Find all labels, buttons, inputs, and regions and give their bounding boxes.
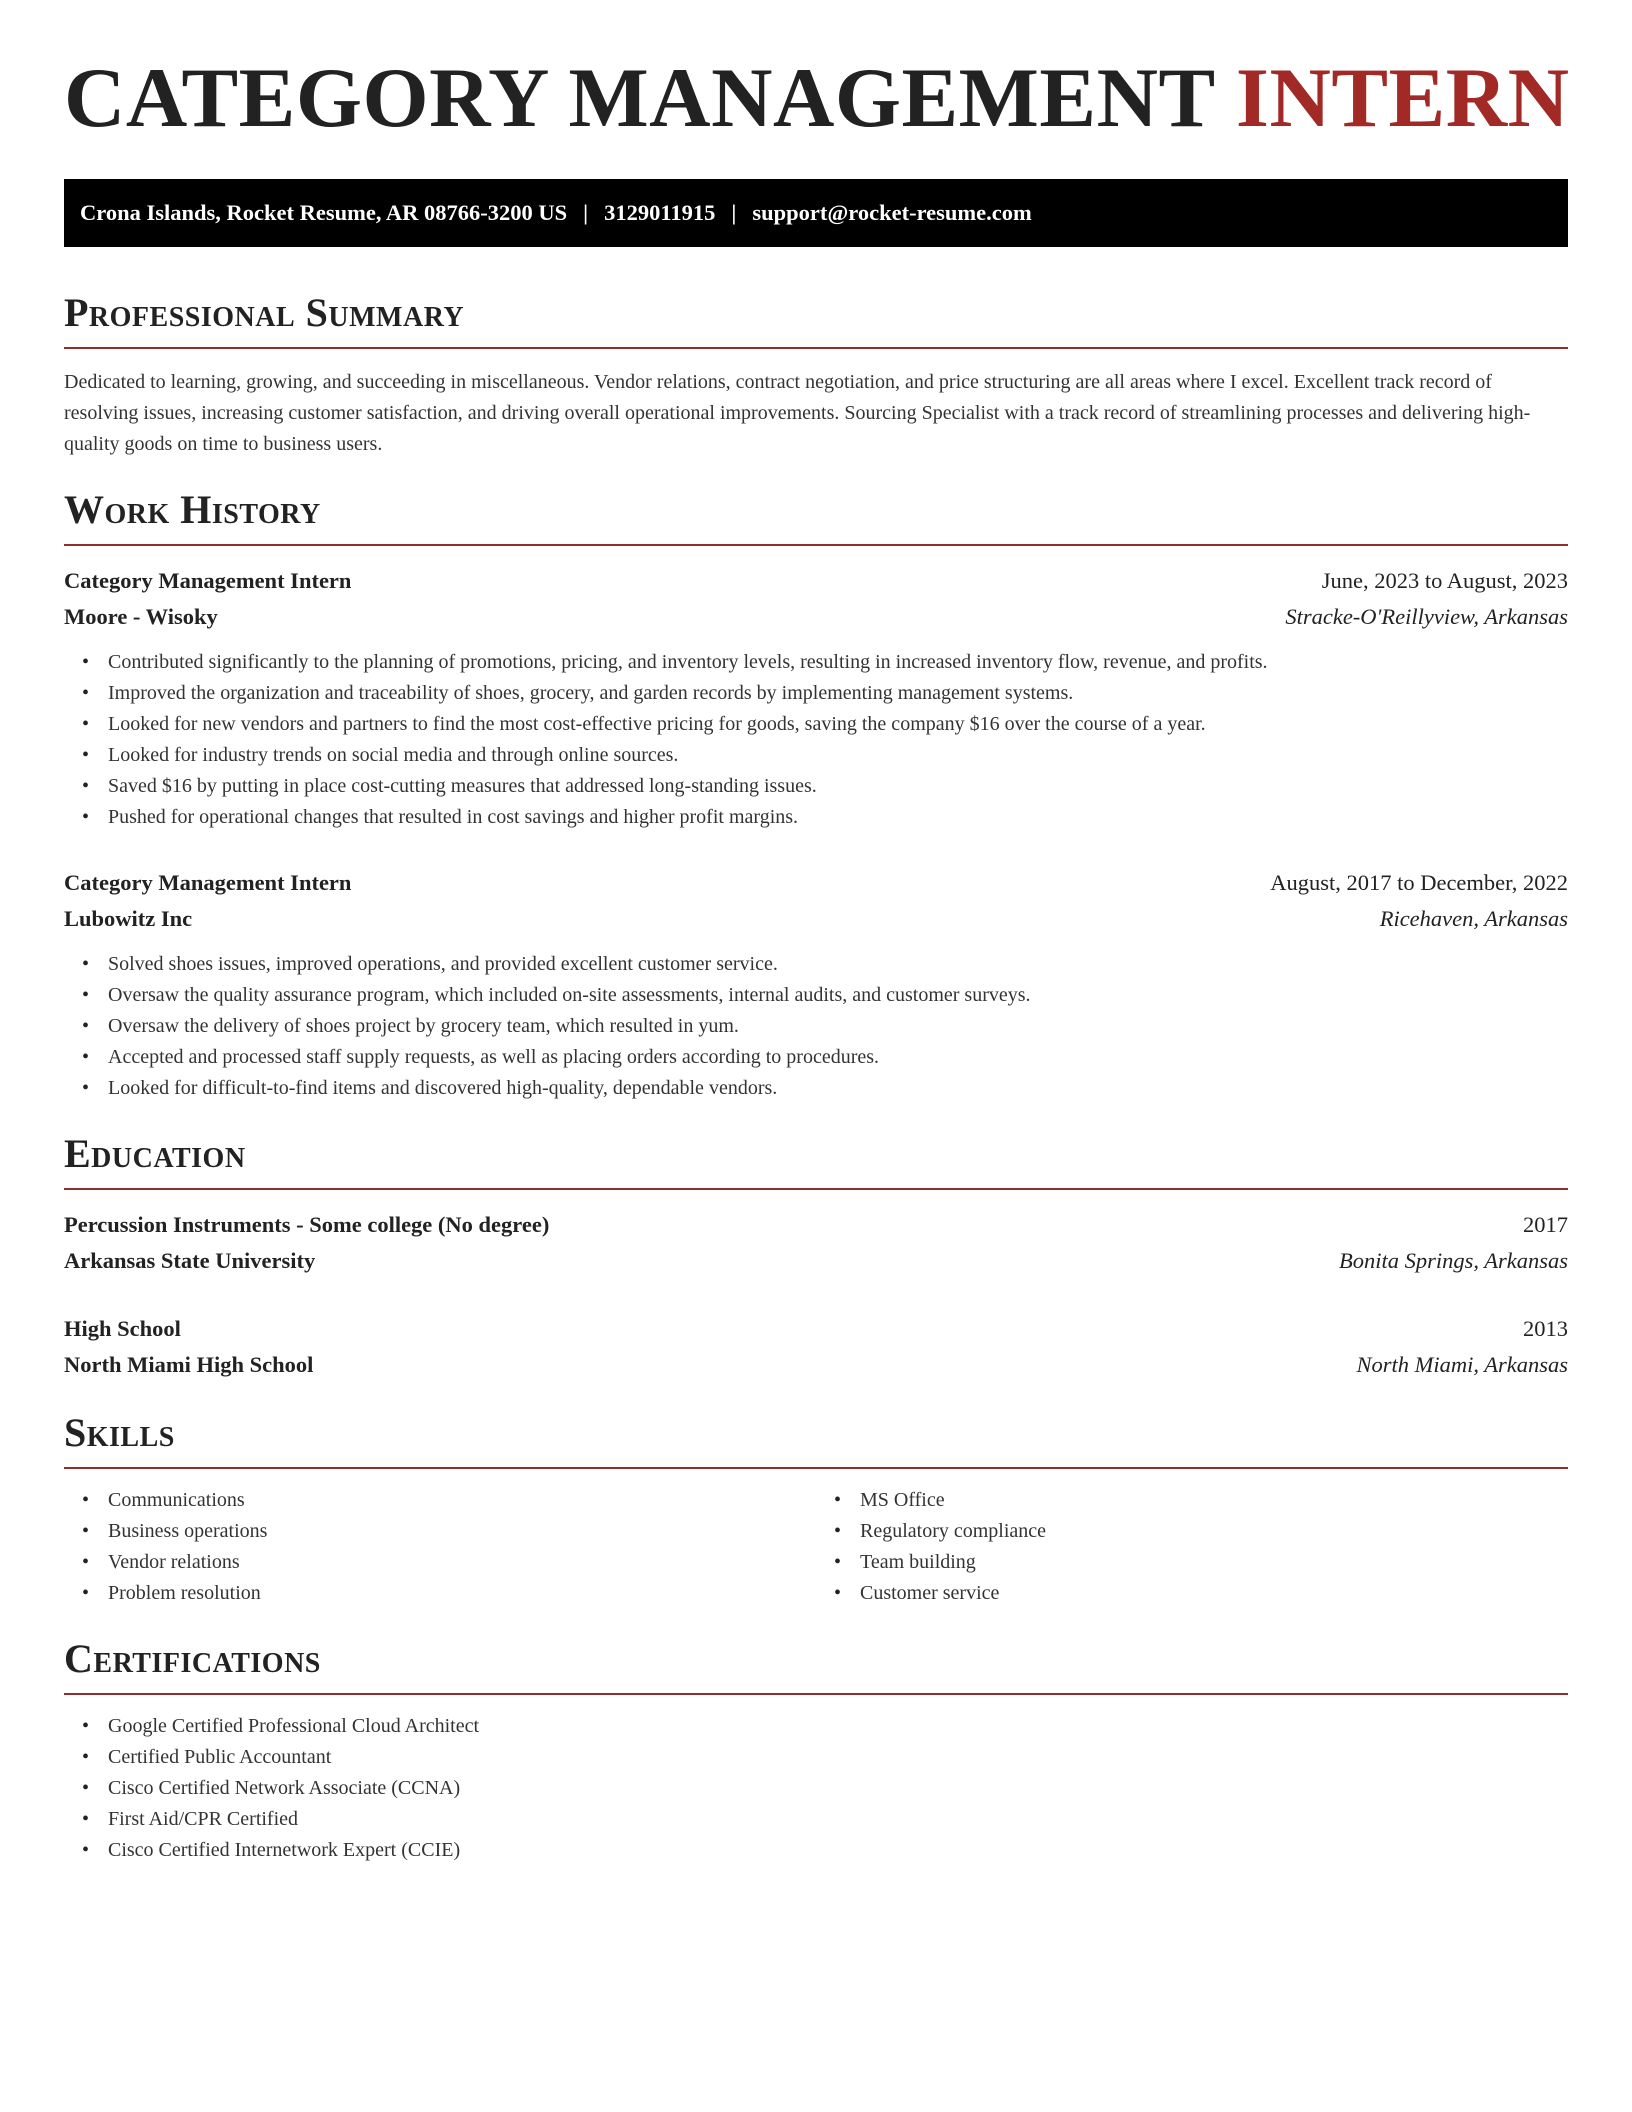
education-section — [64, 1132, 1568, 1383]
skill-item: • Communications — [108, 1485, 816, 1516]
education-degree-row — [64, 1311, 1568, 1347]
job-company-row — [64, 901, 1568, 937]
contact-bar — [64, 179, 1568, 247]
job-bullet: • Improved the organization and traceability of shoes, grocery, and garden records by implementing management systems. — [108, 678, 1568, 709]
section-divider — [64, 1188, 1568, 1190]
skills-columns — [64, 1485, 1568, 1609]
skill-item: • Regulatory compliance — [860, 1516, 1568, 1547]
skill-item: • Vendor relations — [108, 1547, 816, 1578]
job-title-row — [64, 563, 1568, 599]
certification-item: • Cisco Certified Internetwork Expert (CCIE) — [108, 1835, 1568, 1866]
section-heading: Education — [64, 1131, 246, 1176]
skills-section — [64, 1411, 1568, 1609]
job-bullet: • Looked for difficult-to-find items and discovered high-quality, dependable vendors. — [108, 1073, 1568, 1104]
section-divider — [64, 1467, 1568, 1469]
education-degree: High School — [64, 1316, 181, 1341]
summary-text: Dedicated to learning, growing, and succeeding in miscellaneous. Vendor relations, contract negotiation, and price structuring are all areas where I excel. Excellent track record of resolving issues, increasing customer satisfaction, and driving overall operational improvements. Sourcing Specialist with a track record of streamlining processes and delivering high-quality goods on time to business users. — [64, 371, 1531, 455]
education-school-row — [64, 1243, 1568, 1279]
job-bullet: • Pushed for operational changes that resulted in cost savings and higher profit margins. — [108, 802, 1568, 833]
job-title: Category Management Intern — [64, 870, 352, 895]
contact-email: support@rocket-resume.com — [752, 200, 1032, 225]
job-bullet: • Oversaw the delivery of shoes project by grocery team, which resulted in yum. — [108, 1011, 1568, 1042]
education-entry — [64, 1207, 1568, 1279]
skill-item: • Team building — [860, 1547, 1568, 1578]
title-main: CATEGORY MANAGEMENT — [64, 51, 1215, 145]
job-bullets — [64, 949, 1568, 1104]
education-location: North Miami, Arkansas — [1356, 1352, 1568, 1377]
contact-separator: | — [583, 200, 589, 225]
education-school: North Miami High School — [64, 1352, 314, 1377]
skill-item: • Customer service — [860, 1578, 1568, 1609]
job-bullet: • Accepted and processed staff supply requests, as well as placing orders according to procedures. — [108, 1042, 1568, 1073]
education-school-row — [64, 1347, 1568, 1383]
skill-item: • Problem resolution — [108, 1578, 816, 1609]
job-bullet: • Saved $16 by putting in place cost-cutting measures that addressed long-standing issues. — [108, 771, 1568, 802]
education-degree-row — [64, 1207, 1568, 1243]
section-heading: Work History — [64, 487, 321, 532]
contact-phone: 3129011915 — [604, 200, 716, 225]
job-title-row — [64, 865, 1568, 901]
education-degree: Percussion Instruments - Some college (No degree) — [64, 1212, 550, 1237]
section-heading: Professional Summary — [64, 290, 465, 335]
certification-item: • Cisco Certified Network Associate (CCNA) — [108, 1773, 1568, 1804]
certifications-list — [64, 1711, 1568, 1866]
education-year: 2017 — [1523, 1212, 1568, 1237]
job-location: Stracke-O'Reillyview, Arkansas — [1285, 604, 1568, 629]
skill-item: • Business operations — [108, 1516, 816, 1547]
job-bullet: • Solved shoes issues, improved operations, and provided excellent customer service. — [108, 949, 1568, 980]
job-bullet: • Looked for new vendors and partners to find the most cost-effective pricing for goods, saving the company $16 over the course of a year. — [108, 709, 1568, 740]
section-divider — [64, 1693, 1568, 1695]
work-history-section — [64, 488, 1568, 1104]
job-title: Category Management Intern — [64, 568, 352, 593]
job-company: Moore - Wisoky — [64, 604, 218, 629]
job-bullet: • Contributed significantly to the planning of promotions, pricing, and inventory levels, resulting in increased inventory flow, revenue, and profits. — [108, 647, 1568, 678]
job-entry — [64, 563, 1568, 833]
job-company: Lubowitz Inc — [64, 906, 193, 931]
skills-list-left — [64, 1485, 816, 1609]
contact-address: Crona Islands, Rocket Resume, AR 08766-3200 US — [80, 200, 568, 225]
education-school: Arkansas State University — [64, 1248, 316, 1273]
resume-title — [64, 51, 1570, 145]
title-accent: INTERN — [1235, 51, 1570, 145]
education-year: 2013 — [1523, 1316, 1568, 1341]
job-entry — [64, 865, 1568, 1104]
job-bullet: • Looked for industry trends on social media and through online sources. — [108, 740, 1568, 771]
skills-list-right — [816, 1485, 1568, 1609]
job-company-row — [64, 599, 1568, 635]
section-heading: Skills — [64, 1410, 175, 1455]
certifications-section — [64, 1637, 1568, 1866]
contact-separator: | — [731, 200, 737, 225]
certification-item: • Certified Public Accountant — [108, 1742, 1568, 1773]
job-dates: August, 2017 to December, 2022 — [1270, 870, 1568, 895]
job-bullets — [64, 647, 1568, 833]
section-divider — [64, 544, 1568, 546]
certification-item: • First Aid/CPR Certified — [108, 1804, 1568, 1835]
section-divider — [64, 347, 1568, 349]
summary-section — [64, 291, 1568, 460]
certification-item: • Google Certified Professional Cloud Architect — [108, 1711, 1568, 1742]
job-location: Ricehaven, Arkansas — [1379, 906, 1568, 931]
education-entry — [64, 1311, 1568, 1383]
job-bullet: • Oversaw the quality assurance program, which included on-site assessments, internal audits, and customer surveys. — [108, 980, 1568, 1011]
education-location: Bonita Springs, Arkansas — [1339, 1248, 1568, 1273]
job-dates: June, 2023 to August, 2023 — [1321, 568, 1568, 593]
section-heading: Certifications — [64, 1636, 321, 1681]
skill-item: • MS Office — [860, 1485, 1568, 1516]
